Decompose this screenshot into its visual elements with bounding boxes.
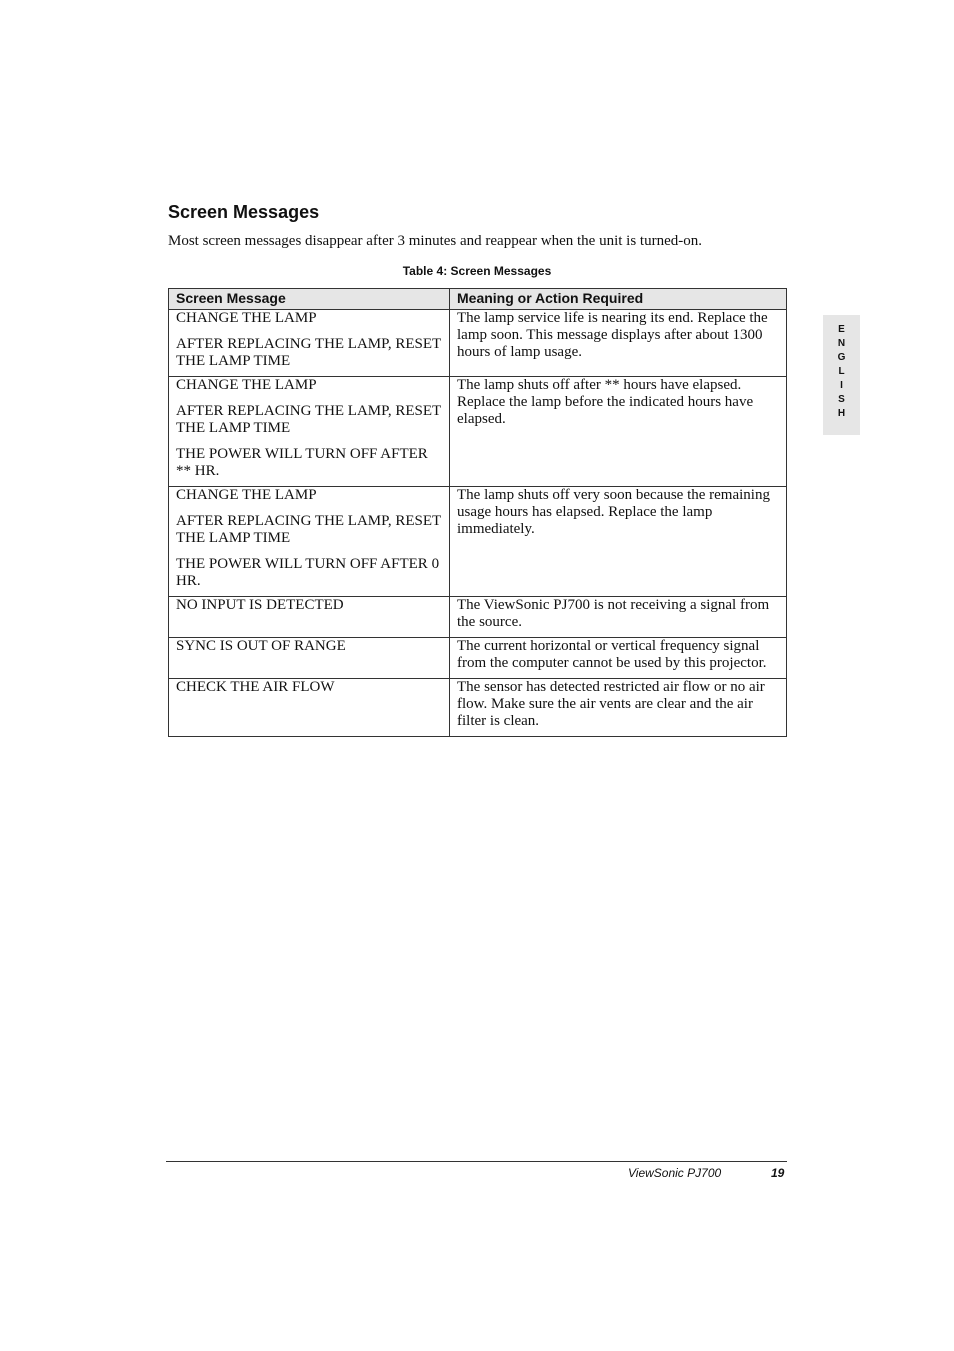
meaning-cell: The sensor has detected restricted air flow or no air flow. Make sure the air vents are clear and the air filter is clean. — [450, 679, 787, 737]
page-number: 19 — [771, 1166, 785, 1180]
meaning-cell: The lamp service life is nearing its end. Replace the lamp soon. This message displays after about 1300 hours of lamp usage. — [450, 310, 787, 377]
screen-message-line: AFTER REPLACING THE LAMP, RESET THE LAMP TIME — [176, 403, 441, 436]
screen-message-line: CHANGE THE LAMP — [176, 487, 317, 503]
screen-message-line: AFTER REPLACING THE LAMP, RESET THE LAMP TIME — [176, 513, 441, 546]
table-header-row — [169, 289, 787, 310]
meaning-cell: The ViewSonic PJ700 is not receiving a signal from the source. — [450, 597, 787, 638]
screen-message-line: CHANGE THE LAMP — [176, 310, 317, 326]
table-row — [169, 377, 787, 487]
language-side-tab — [823, 315, 860, 435]
footer-product-name: ViewSonic PJ700 — [628, 1166, 722, 1180]
side-tab-letter: G — [837, 352, 846, 363]
side-tab-letter: E — [838, 324, 845, 335]
column-header-screen-message: Screen Message — [169, 289, 450, 310]
table-row — [169, 310, 787, 377]
screen-messages-table — [168, 288, 787, 737]
table-row — [169, 487, 787, 597]
side-tab-letter: H — [837, 408, 846, 419]
screen-message-cell — [169, 487, 450, 597]
screen-message-cell — [169, 310, 450, 377]
screen-message-cell — [169, 679, 450, 737]
screen-message-line: CHANGE THE LAMP — [176, 377, 317, 393]
screen-message-line: SYNC IS OUT OF RANGE — [176, 638, 346, 654]
side-tab-letter: I — [840, 380, 843, 391]
table-row — [169, 597, 787, 638]
screen-message-line: AFTER REPLACING THE LAMP, RESET THE LAMP TIME — [176, 336, 441, 369]
screen-message-cell — [169, 377, 450, 487]
column-header-meaning: Meaning or Action Required — [450, 289, 787, 310]
footer-divider — [166, 1161, 787, 1162]
screen-message-cell — [169, 638, 450, 679]
side-tab-letter: S — [838, 394, 845, 405]
meaning-cell: The current horizontal or vertical frequency signal from the computer cannot be used by this projector. — [450, 638, 787, 679]
screen-message-line: THE POWER WILL TURN OFF AFTER 0 HR. — [176, 556, 440, 589]
intro-paragraph: Most screen messages disappear after 3 minutes and reappear when the unit is turned-on. — [168, 233, 702, 249]
meaning-cell: The lamp shuts off very soon because the remaining usage hours has elapsed. Replace the lamp immediately. — [450, 487, 787, 597]
table-row — [169, 638, 787, 679]
screen-message-line: THE POWER WILL TURN OFF AFTER ** HR. — [176, 446, 428, 479]
meaning-cell: The lamp shuts off after ** hours have elapsed. Replace the lamp before the indicated hours have elapsed. — [450, 377, 787, 487]
section-title: Screen Messages — [168, 202, 320, 222]
side-tab-letter: L — [838, 366, 845, 377]
side-tab-letter: N — [837, 338, 846, 349]
table-caption: Table 4: Screen Messages — [402, 264, 552, 278]
screen-message-line: NO INPUT IS DETECTED — [176, 597, 344, 613]
screen-message-line: CHECK THE AIR FLOW — [176, 679, 335, 695]
screen-message-cell — [169, 597, 450, 638]
table-row — [169, 679, 787, 737]
